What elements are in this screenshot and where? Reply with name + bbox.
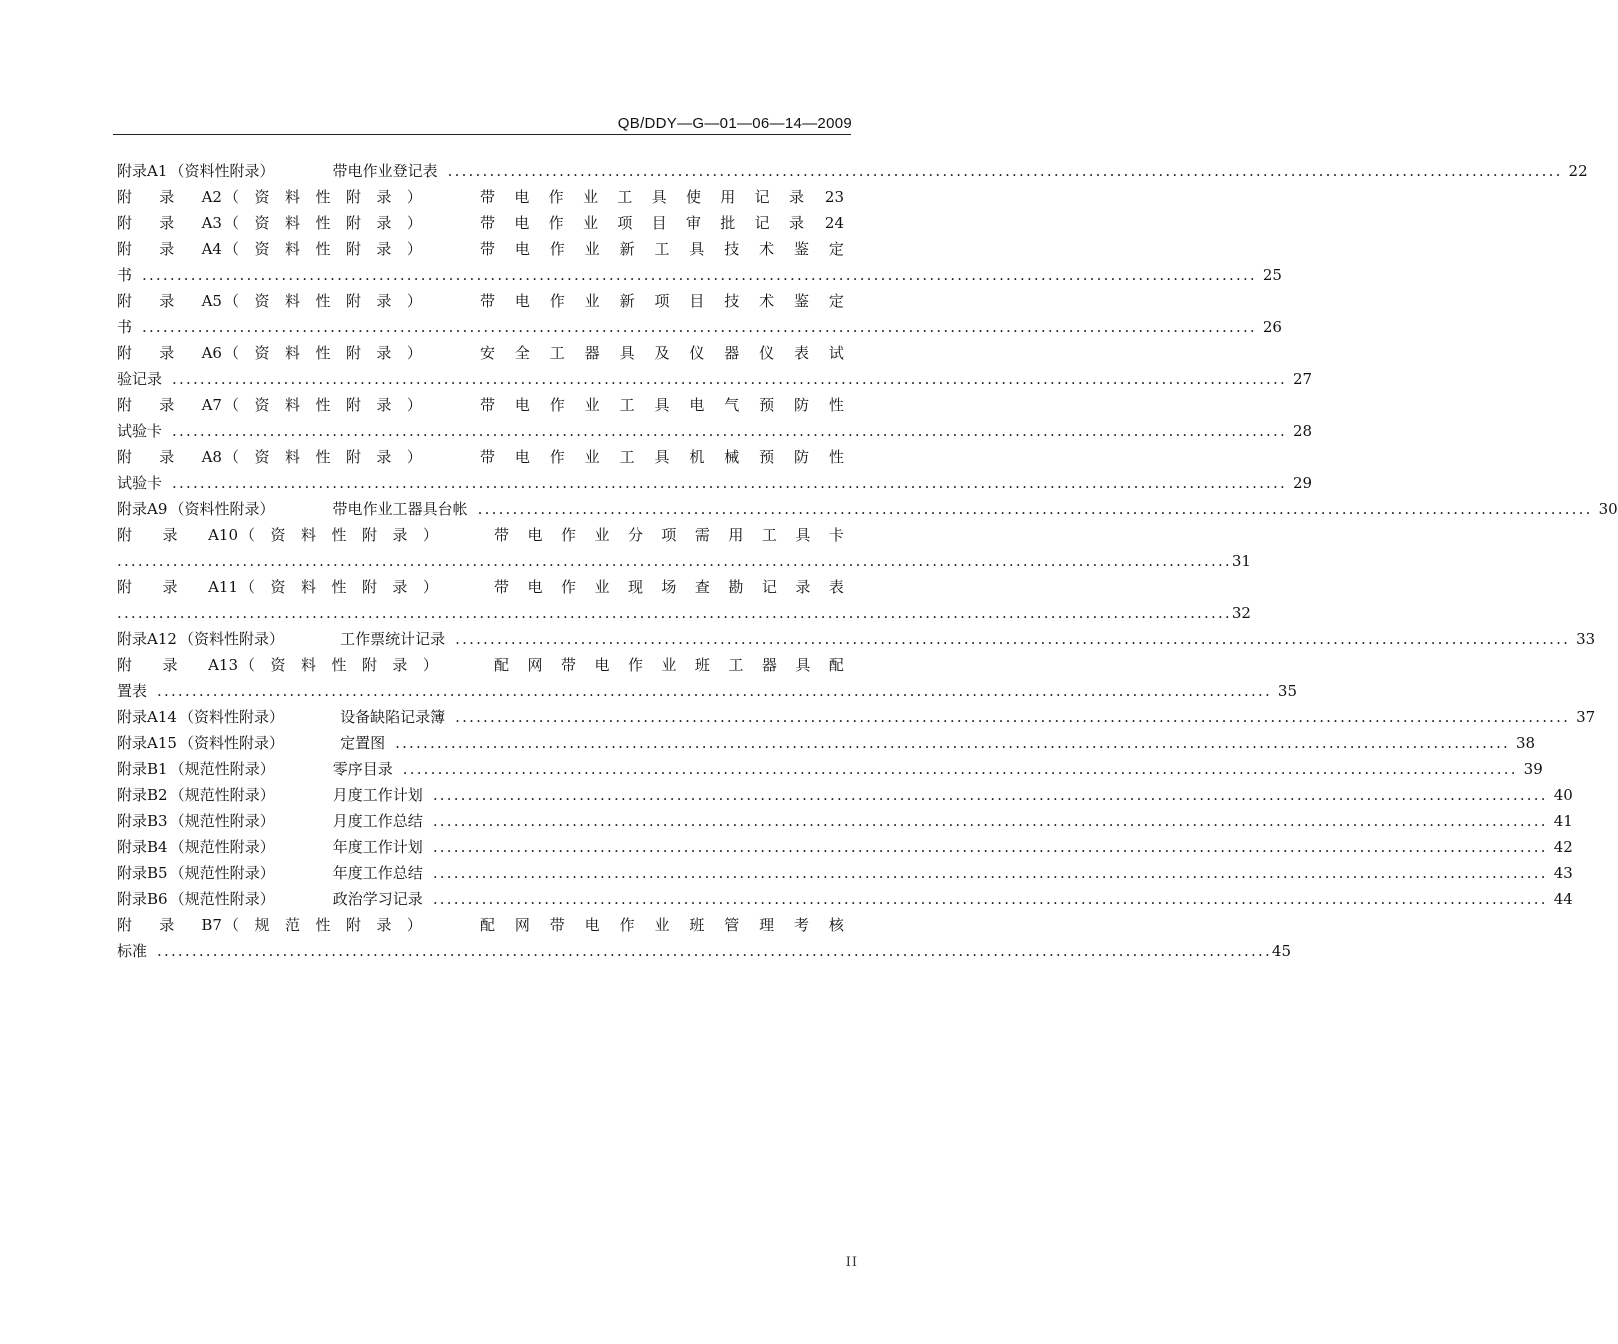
appendix-nature: （ 资 料 性 附 录 ） xyxy=(169,500,275,518)
dot-leader: ................................................................................................................................................................ xyxy=(172,422,1287,440)
appendix-nature: （ 资 料 性 附 录 ） xyxy=(224,396,422,414)
table-of-contents xyxy=(117,158,1618,964)
toc-entry[interactable] xyxy=(117,626,1596,652)
toc-entry-continuation[interactable] xyxy=(117,938,1292,964)
appendix-label: 附 录 B5 xyxy=(117,864,168,882)
toc-entry-continuation[interactable] xyxy=(117,678,1298,704)
dot-leader: ................................................................................................................................................................ xyxy=(432,890,1548,908)
toc-entry[interactable] xyxy=(117,210,844,236)
dot-leader: ................................................................................................................................................................ xyxy=(477,500,1593,518)
toc-entry-continuation[interactable] xyxy=(117,548,1251,574)
appendix-label: 附 录 B1 xyxy=(117,760,168,778)
toc-entry[interactable] xyxy=(117,886,1573,912)
entry-title: 年 度 工 作 总 结 xyxy=(332,864,423,882)
toc-entry[interactable] xyxy=(117,236,844,262)
dot-leader: ................................................................................................................................................................ xyxy=(142,318,1257,336)
page-ref: 23 xyxy=(824,188,844,206)
entry-title-continuation: 书 xyxy=(117,318,133,336)
appendix-label: 附 录 A1 xyxy=(117,162,168,180)
appendix-nature: （ 资 料 性 附 录 ） xyxy=(240,578,438,596)
toc-entry-continuation[interactable] xyxy=(117,366,1313,392)
page-ref: 42 xyxy=(1553,838,1573,856)
toc-entry[interactable] xyxy=(117,158,1588,184)
entry-title: 带 电 作 业 工 具 机 械 预 防 性 xyxy=(480,448,844,466)
dot-leader: ................................................................................................................................................................ xyxy=(395,734,1510,752)
entry-title: 月 度 工 作 计 划 xyxy=(332,786,423,804)
dot-leader: ................................................................................................................................................................ xyxy=(432,864,1548,882)
appendix-nature: （ 规 范 性 附 录 ） xyxy=(169,864,275,882)
entry-title: 带 电 作 业 工 器 具 台 帐 xyxy=(332,500,468,518)
entry-title: 年 度 工 作 计 划 xyxy=(332,838,423,856)
dot-leader: ................................................................................................................................................................ xyxy=(432,786,1548,804)
toc-entry[interactable] xyxy=(117,574,844,600)
page-ref: 44 xyxy=(1553,890,1573,908)
dot-leader: ................................................................................................................................................................ xyxy=(142,266,1257,284)
toc-entry-continuation[interactable] xyxy=(117,262,1282,288)
appendix-nature: （ 资 料 性 附 录 ） xyxy=(240,656,438,674)
dot-leader: ................................................................................................................................................................ xyxy=(117,604,1232,622)
appendix-label: 附 录 B7 xyxy=(117,916,222,934)
appendix-nature: （ 规 范 性 附 录 ） xyxy=(169,838,275,856)
dot-leader: ................................................................................................................................................................ xyxy=(172,474,1287,492)
appendix-label: 附 录 A7 xyxy=(117,396,222,414)
entry-title: 政 治 学 习 记 录 xyxy=(332,890,423,908)
appendix-label: 附 录 A13 xyxy=(117,656,238,674)
toc-entry[interactable] xyxy=(117,704,1596,730)
entry-title: 定 置 图 xyxy=(340,734,386,752)
appendix-label: 附 录 A4 xyxy=(117,240,222,258)
page-ref: 39 xyxy=(1523,760,1543,778)
toc-entry[interactable] xyxy=(117,912,844,938)
appendix-label: 附 录 A5 xyxy=(117,292,222,310)
toc-entry[interactable] xyxy=(117,496,1618,522)
entry-title: 配 网 带 电 作 业 班 管 理 考 核 xyxy=(480,916,844,934)
page-ref: 37 xyxy=(1576,708,1596,726)
appendix-label: 附 录 A11 xyxy=(117,578,238,596)
appendix-nature: （ 资 料 性 附 录 ） xyxy=(224,214,422,232)
appendix-label: 附 录 A2 xyxy=(117,188,222,206)
toc-entry-continuation[interactable] xyxy=(117,600,1251,626)
toc-entry[interactable] xyxy=(117,730,1536,756)
page-ref: 22 xyxy=(1568,162,1588,180)
toc-entry[interactable] xyxy=(117,340,844,366)
page-ref: 38 xyxy=(1516,734,1536,752)
toc-entry[interactable] xyxy=(117,808,1573,834)
appendix-label: 附 录 A6 xyxy=(117,344,222,362)
dot-leader: ................................................................................................................................................................ xyxy=(117,552,1232,570)
appendix-nature: （ 资 料 性 附 录 ） xyxy=(240,526,438,544)
entry-title: 工 作 票 统 计 记 录 xyxy=(340,630,446,648)
page-ref: 26 xyxy=(1262,318,1282,336)
dot-leader: ................................................................................................................................................................ xyxy=(402,760,1518,778)
toc-entry[interactable] xyxy=(117,860,1573,886)
dot-leader: ................................................................................................................................................................ xyxy=(455,708,1571,726)
appendix-nature: （ 资 料 性 附 录 ） xyxy=(224,448,422,466)
page-ref: 45 xyxy=(1271,942,1292,960)
appendix-nature: （ 规 范 性 附 录 ） xyxy=(169,890,275,908)
page-ref: 30 xyxy=(1598,500,1618,518)
toc-entry[interactable] xyxy=(117,392,844,418)
appendix-nature: （ 资 料 性 附 录 ） xyxy=(224,188,422,206)
appendix-nature: （ 规 范 性 附 录 ） xyxy=(169,760,275,778)
entry-title: 带 电 作 业 登 记 表 xyxy=(332,162,438,180)
entry-title-continuation: 书 xyxy=(117,266,133,284)
dot-leader: ................................................................................................................................................................ xyxy=(172,370,1287,388)
appendix-label: 附 录 A3 xyxy=(117,214,222,232)
dot-leader: ................................................................................................................................................................ xyxy=(157,682,1272,700)
toc-entry[interactable] xyxy=(117,444,844,470)
appendix-nature: （ 资 料 性 附 录 ） xyxy=(224,344,422,362)
entry-title: 配 网 带 电 作 业 班 工 器 具 配 xyxy=(494,656,844,674)
entry-title: 带 电 作 业 现 场 查 勘 记 录 表 xyxy=(494,578,844,596)
appendix-label: 附 录 A12 xyxy=(117,630,177,648)
entry-title: 安 全 工 器 具 及 仪 器 仪 表 试 xyxy=(480,344,844,362)
entry-title: 带 电 作 业 工 具 电 气 预 防 性 xyxy=(480,396,844,414)
entry-title-continuation: 置 表 xyxy=(117,682,148,700)
appendix-nature: （ 资 料 性 附 录 ） xyxy=(178,630,285,648)
appendix-label: 附 录 B4 xyxy=(117,838,168,856)
appendix-label: 附 录 A8 xyxy=(117,448,222,466)
page-number: II xyxy=(845,1255,858,1270)
page-ref: 28 xyxy=(1292,422,1313,440)
appendix-nature: （ 规 范 性 附 录 ） xyxy=(169,812,275,830)
header-rule xyxy=(113,134,851,135)
entry-title: 带 电 作 业 新 工 具 技 术 鉴 定 xyxy=(480,240,844,258)
appendix-label: 附 录 B3 xyxy=(117,812,168,830)
entry-title: 设 备 缺 陷 记 录 簿 xyxy=(340,708,446,726)
appendix-nature: （ 资 料 性 附 录 ） xyxy=(178,708,285,726)
appendix-label: 附 录 B2 xyxy=(117,786,168,804)
entry-title: 带 电 作 业 项 目 审 批 记 录 xyxy=(480,214,804,232)
page-ref: 43 xyxy=(1553,864,1573,882)
appendix-nature: （ 规 范 性 附 录 ） xyxy=(169,786,275,804)
page-ref: 29 xyxy=(1292,474,1313,492)
page-ref: 40 xyxy=(1553,786,1573,804)
entry-title: 月 度 工 作 总 结 xyxy=(332,812,423,830)
toc-entry[interactable] xyxy=(117,834,1573,860)
dot-leader: ................................................................................................................................................................ xyxy=(447,162,1563,180)
dot-leader: ................................................................................................................................................................ xyxy=(432,812,1548,830)
appendix-nature: （ 资 料 性 附 录 ） xyxy=(224,240,422,258)
entry-title-continuation: 试 验 卡 xyxy=(117,422,163,440)
entry-title-continuation: 试 验 卡 xyxy=(117,474,163,492)
dot-leader: ................................................................................................................................................................ xyxy=(157,942,1272,960)
toc-entry[interactable] xyxy=(117,184,844,210)
dot-leader: ................................................................................................................................................................ xyxy=(432,838,1548,856)
page-ref: 27 xyxy=(1292,370,1313,388)
page-ref: 33 xyxy=(1576,630,1596,648)
page-ref: 31 xyxy=(1231,552,1251,570)
appendix-nature: （ 规 范 性 附 录 ） xyxy=(224,916,422,934)
entry-title: 带 电 作 业 工 具 使 用 记 录 xyxy=(480,188,804,206)
appendix-nature: （ 资 料 性 附 录 ） xyxy=(178,734,285,752)
toc-entry[interactable] xyxy=(117,652,844,678)
page-ref: 41 xyxy=(1553,812,1573,830)
appendix-nature: （ 资 料 性 附 录 ） xyxy=(169,162,275,180)
appendix-label: 附 录 A14 xyxy=(117,708,177,726)
document-code: QB/DDY—G—01—06—14—2009 xyxy=(617,115,852,132)
appendix-label: 附 录 A15 xyxy=(117,734,177,752)
toc-entry-continuation[interactable] xyxy=(117,418,1313,444)
appendix-label: 附 录 B6 xyxy=(117,890,168,908)
toc-entry[interactable] xyxy=(117,288,844,314)
toc-entry-continuation[interactable] xyxy=(117,470,1313,496)
page-ref: 25 xyxy=(1262,266,1282,284)
toc-entry[interactable] xyxy=(117,522,844,548)
appendix-nature: （ 资 料 性 附 录 ） xyxy=(224,292,422,310)
entry-title: 带 电 作 业 新 项 目 技 术 鉴 定 xyxy=(480,292,844,310)
appendix-label: 附 录 A10 xyxy=(117,526,238,544)
toc-entry-continuation[interactable] xyxy=(117,314,1282,340)
entry-title-continuation: 验 记 录 xyxy=(117,370,163,388)
entry-title-continuation: 标 准 xyxy=(117,942,148,960)
page-ref: 32 xyxy=(1231,604,1251,622)
dot-leader: ................................................................................................................................................................ xyxy=(455,630,1571,648)
page-ref: 35 xyxy=(1277,682,1298,700)
entry-title: 带 电 作 业 分 项 需 用 工 具 卡 xyxy=(494,526,844,544)
toc-entry[interactable] xyxy=(117,756,1543,782)
entry-title: 零 序 目 录 xyxy=(332,760,393,778)
toc-entry[interactable] xyxy=(117,782,1573,808)
page-ref: 24 xyxy=(824,214,844,232)
appendix-label: 附 录 A9 xyxy=(117,500,168,518)
